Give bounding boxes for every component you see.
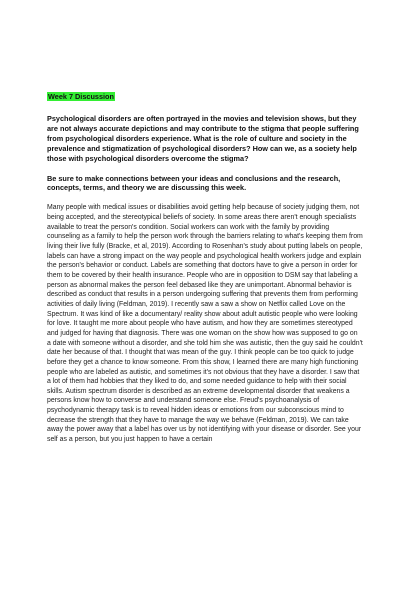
discussion-prompt: Psychological disorders are often portrayed in the movies and television shows, but they are not always accurate depictions and may contribute to the stigma that people suffering from psychological disorders experience. What is the role of culture and society in the prevalence and stigmatization of psychological disorders? How can we, as a society help those with psychological disorders overcome the stigma?	[47, 114, 359, 163]
discussion-instruction: Be sure to make connections between your ideas and conclusions and the research, concepts, terms, and theory we are discussing this week.	[47, 173, 341, 193]
response-body: Many people with medical issues or disabilities avoid getting help because of society judging them, not being accepted, and the stereotypical beliefs of society. In some areas there aren't enough specialists available to treat the person's condition. Social workers can work with the family by providing counseling as a family to help the person work through the barriers relating to what's keeping them from living their live fully (Bracke, et al, 2019). According to Rosenhan's study about putting labels on people, labels can have a strong impact on the way people and psychological health workers judge and explain the person's behavior or conduct. Labels are something that doctors have to give a person in order for them to be covered by their health insurance. People who are in opposition to DSM say that labeling a person as abnormal makes the person feel debased like they are unimportant. Abnormal behavior is described as conduct that results in a person undergoing suffering that prevents them from performing activities of daily living (Feldman, 2019). I recently saw a saw a show on Netflix called Love on the Spectrum. It was kind of like a documentary/ reality show about adult autistic people who were looking for love. It taught me more about people who have autism, and how they are sometimes stereotyped and judged for having that diagnosis. There was one woman on the show how was supposed to go on a date with someone without a disorder, and she told him she was autistic, then the guy said he couldn't date her because of that. I thought that was mean of the guy. I think people can be too quick to judge before they get a chance to know someone. From this show, I learned there are many high functioning people who are labeled as autistic, and sometimes it's not obvious that they have a disorder. I saw that a lot of them had hobbies that they liked to do, and some needed guidance to help with their social skills. Autism spectrum disorder is described as an extreme developmental disorder that weakens a persons know how to converse and understand someone else. Freud's psychoanalysis of psychodynamic therapy task is to reveal hidden ideas or emotions from our subconscious mind to decrease the strength that they have to manage the way we behave (Feldman, 2019). We can take away the power away that a label has over us by not identifying with your disease or disorder. See your self as a person, but you just happen to have a certain	[47, 204, 363, 444]
week-title-row	[47, 86, 363, 104]
document-content	[47, 86, 363, 445]
week-title: Week 7 Discussion	[48, 92, 114, 101]
